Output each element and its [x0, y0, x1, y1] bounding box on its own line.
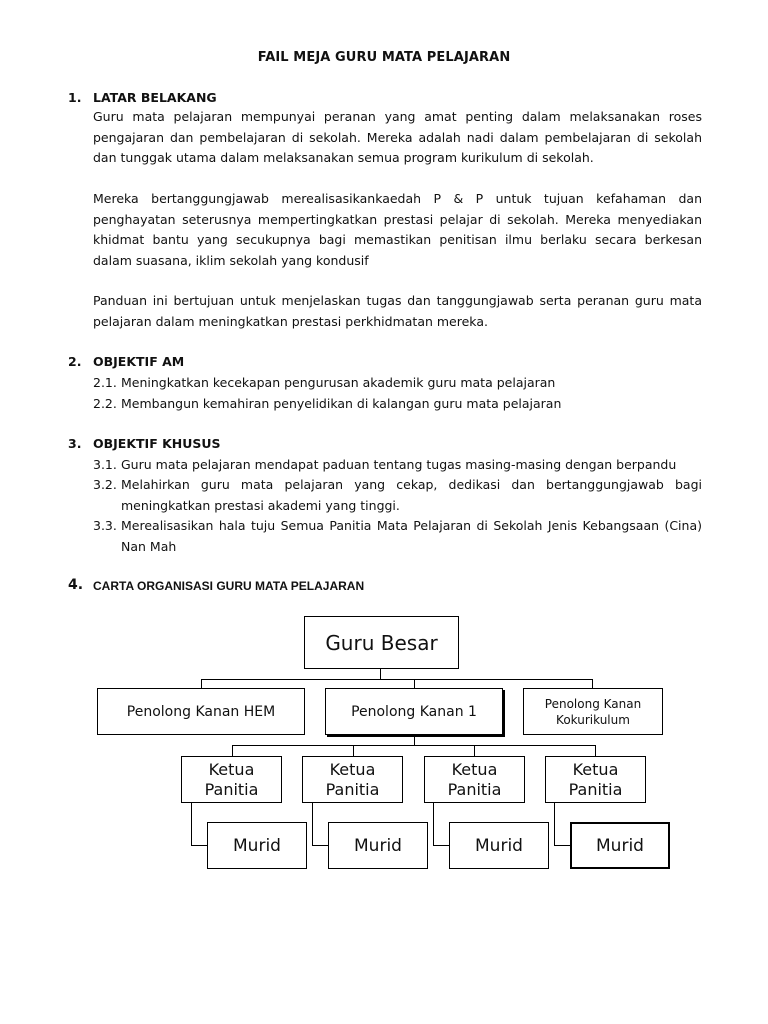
org-box-murid: Murid	[207, 822, 307, 869]
org-box-murid: Murid	[328, 822, 428, 869]
org-box-guru-besar: Guru Besar	[304, 616, 459, 669]
org-box-murid: Murid	[449, 822, 549, 869]
connector-line	[554, 803, 555, 845]
org-box-penolong-kanan-kokurikulum: Penolong Kanan Kokurikulum	[523, 688, 663, 735]
document-title: FAIL MEJA GURU MATA PELAJARAN	[257, 50, 511, 65]
list-item-number: 3.1.	[93, 457, 117, 472]
list-item	[93, 475, 702, 516]
list-item-text: Merealisasikan hala tuju Semua Panitia Mata Pelajaran di Sekolah Jenis Kebangsaan (Cina) Nan Mah	[121, 518, 702, 554]
list-item	[93, 455, 702, 476]
org-box-penolong-kanan-hem: Penolong Kanan HEM	[97, 688, 305, 735]
connector-line	[433, 803, 434, 845]
org-box-ketua-panitia: Ketua Panitia	[302, 756, 403, 803]
list-item-text: Membangun kemahiran penyelidikan di kalangan guru mata pelajaran	[121, 396, 562, 411]
org-box-penolong-kanan-1: Penolong Kanan 1	[325, 688, 503, 735]
section-2-heading: OBJEKTIF AM	[93, 354, 185, 369]
list-item-number: 3.3.	[93, 518, 117, 533]
section-4-heading: CARTA ORGANISASI GURU MATA PELAJARAN	[93, 579, 365, 593]
connector-line	[201, 679, 593, 680]
list-item-text: Meningkatkan kecekapan pengurusan akademik guru mata pelajaran	[121, 375, 556, 390]
list-item-text: Melahirkan guru mata pelajaran yang cekap, dedikasi dan bertanggungjawab bagi meningkatkan prestasi akademi yang tinggi.	[121, 477, 702, 513]
connector-line	[312, 803, 313, 845]
list-item-text: Guru mata pelajaran mendapat paduan tentang tugas masing-masing dengan berpandu	[121, 457, 677, 472]
list-item	[93, 516, 702, 557]
org-box-ketua-panitia: Ketua Panitia	[545, 756, 646, 803]
org-box-ketua-panitia: Ketua Panitia	[424, 756, 525, 803]
connector-line	[191, 803, 192, 845]
list-item-number: 2.1.	[93, 375, 117, 390]
section-1-number: 1.	[68, 90, 82, 105]
connector-line	[232, 745, 596, 746]
connector-line	[191, 845, 207, 846]
section-4-number: 4.	[68, 577, 84, 593]
list-item	[93, 373, 702, 394]
connector-line	[312, 845, 328, 846]
section-1-paragraph-3: Panduan ini bertujuan untuk menjelaskan tugas dan tanggungjawab serta peranan guru mata pelajaran dalam meningkatkan prestasi perkhidmatan mereka.	[93, 293, 702, 329]
section-3-heading: OBJEKTIF KHUSUS	[93, 436, 221, 451]
section-2-number: 2.	[68, 354, 82, 369]
org-box-murid: Murid	[570, 822, 670, 869]
section-1-paragraph-2: Mereka bertanggungjawab merealisasikankaedah P & P untuk tujuan kefahaman dan penghayatan seterusnya mempertingkatkan prestasi pelajar di sekolah. Mereka menyediakan khidmat bantu yang secukupnya bagi memastikan penitisan ilmu berlaku secara berkesan dalam suasana, iklim sekolah yang kondusif	[93, 191, 702, 268]
section-1-heading: LATAR BELAKANG	[93, 90, 217, 105]
connector-line	[433, 845, 449, 846]
section-3-number: 3.	[68, 436, 82, 451]
list-item-number: 3.2.	[93, 477, 117, 492]
list-item	[93, 394, 702, 415]
org-box-ketua-panitia: Ketua Panitia	[181, 756, 282, 803]
section-1-paragraph-1: Guru mata pelajaran mempunyai peranan yang amat penting dalam melaksanakan roses pengajaran dan pembelajaran di sekolah. Mereka adalah nadi dalam pembelajaran di sekolah dan tunggak utama dalam melaksanakan semua program kurikulum di sekolah.	[93, 109, 702, 165]
connector-line	[554, 845, 570, 846]
list-item-number: 2.2.	[93, 396, 117, 411]
